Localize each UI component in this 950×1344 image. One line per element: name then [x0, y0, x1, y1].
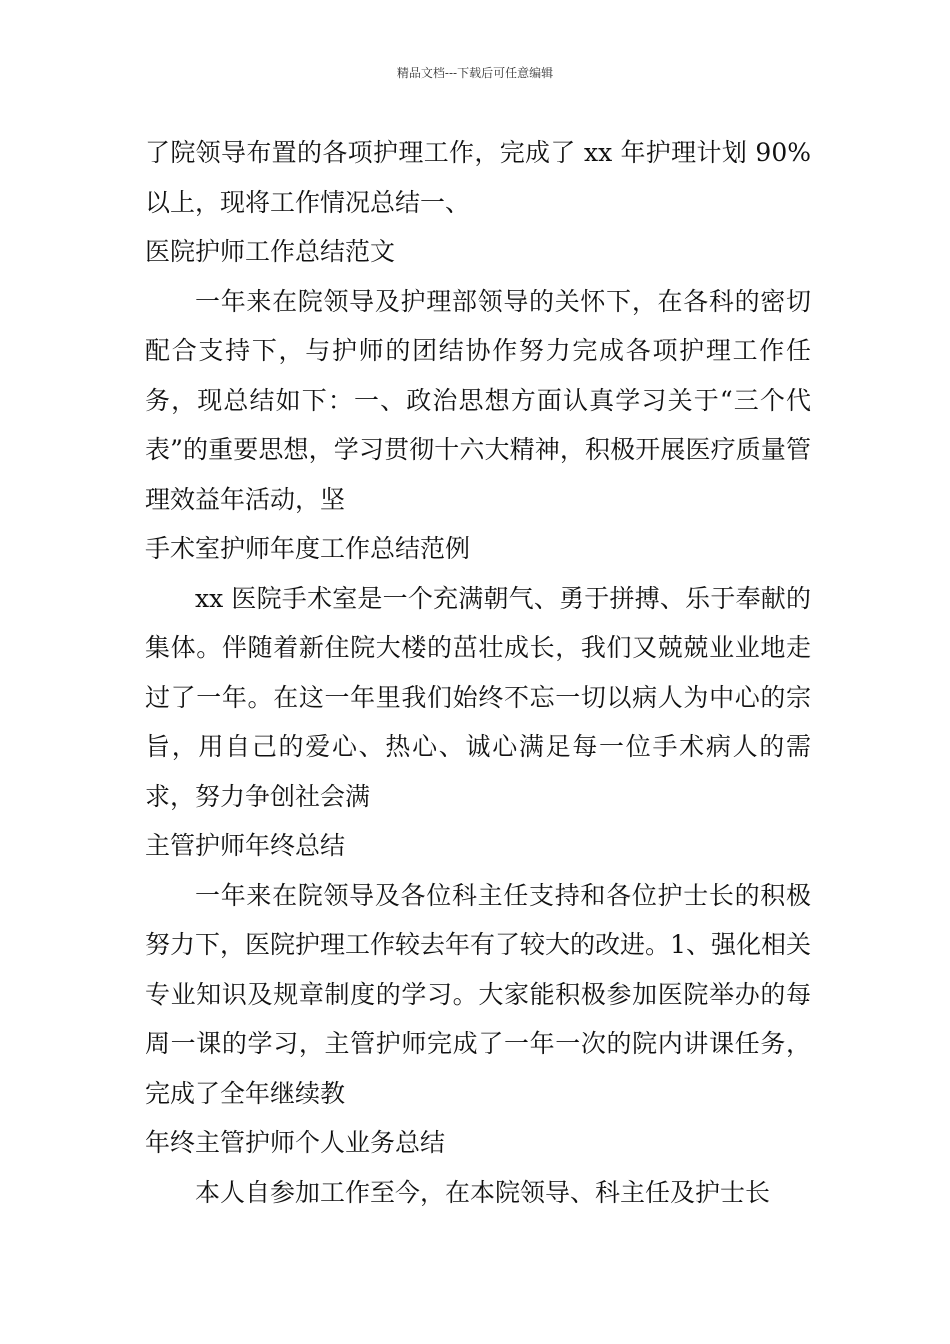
paragraph: 一年来在院领导及各位科主任支持和各位护士长的积极努力下，医院护理工作较去年有了较大的改进。1、强化相关专业知识及规章制度的学习。大家能积极参加医院举办的每周一课的学习，主管护师完成了一年一次的院内讲课任务，完成了全年继续教 [145, 880, 811, 1108]
section-heading: 主管护师年终总结 [145, 831, 346, 860]
paragraph-continuation: 了院领导布置的各项护理工作，完成了 xx 年护理计划 90%以上，现将工作情况总结一、 [145, 138, 811, 217]
page-header: 精品文档---下载后可任意编辑 [396, 66, 554, 80]
paragraph: 一年来在院领导及护理部领导的关怀下，在各科的密切配合支持下，与护师的团结协作努力完成各项护理工作任务，现总结如下：一、政治思想方面认真学习关于“三个代表”的重要思想，学习贯彻十六大精神，积极开展医疗质量管理效益年活动，坚 [145, 286, 811, 514]
section-heading: 手术室护师年度工作总结范例 [145, 534, 471, 563]
document-body [145, 128, 811, 1217]
section-heading: 医院护师工作总结范文 [145, 237, 396, 266]
paragraph: 本人自参加工作至今，在本院领导、科主任及护士长 [195, 1177, 771, 1207]
section-heading: 年终主管护师个人业务总结 [145, 1128, 446, 1157]
paragraph: xx 医院手术室是一个充满朝气、勇于拼搏、乐于奉献的集体。伴随着新住院大楼的茁壮成长，我们又兢兢业业地走过了一年。在这一年里我们始终不忘一切以病人为中心的宗旨，用自己的爱心、热心、诚心满足每一位手术病人的需求，努力争创社会满 [145, 583, 811, 811]
